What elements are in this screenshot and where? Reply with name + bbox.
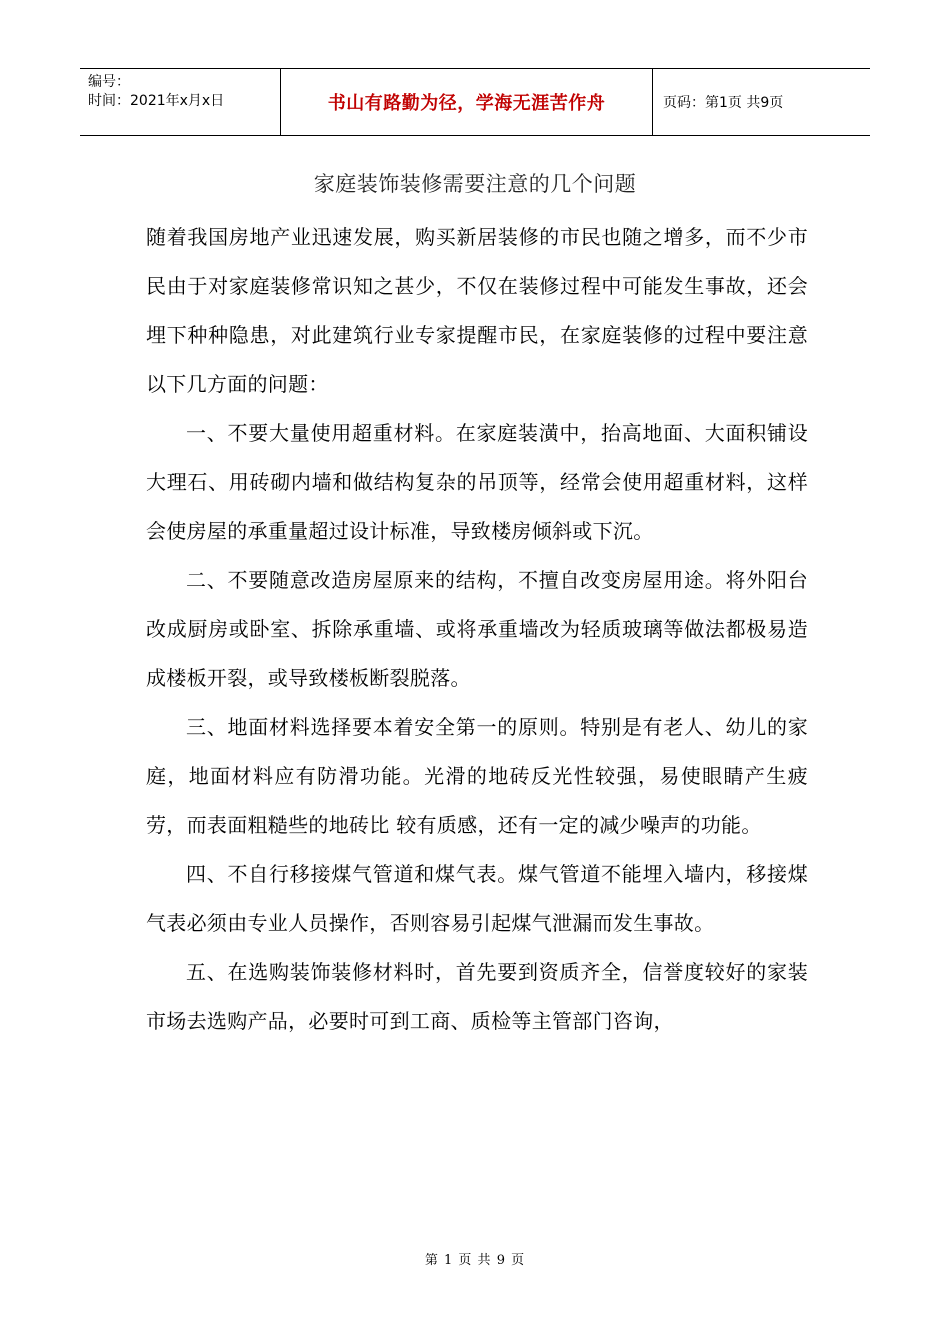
paragraph-1: 一、不要大量使用超重材料。在家庭装潢中，抬高地面、大面积铺设大理石、用砖砌内墙和做结构复杂的吊顶等，经常会使用超重材料，这样会使房屋的承重量超过设计标准，导致楼房倾斜或下沉。	[146, 421, 808, 543]
page-footer: 第 1 页 共 9 页	[424, 1253, 526, 1268]
document-title: 家庭装饰装修需要注意的几个问题	[313, 172, 637, 196]
document-date-label: 时间：2021年x月x日	[88, 93, 225, 109]
paragraph-2: 二、不要随意改造房屋原来的结构，不擅自改变房屋用途。将外阳台改成厨房或卧室、拆除承重墙、或将承重墙改为轻质玻璃等做法都极易造成楼板开裂，或导致楼板断裂脱落。	[146, 568, 808, 690]
paragraph-3: 三、地面材料选择要本着安全第一的原则。特别是有老人、幼儿的家庭，地面材料应有防滑功能。光滑的地砖反光性较强，易使眼睛产生疲劳，而表面粗糙些的地砖比 较有质感，还有一定的减少噪声的功能。	[146, 715, 808, 837]
document-body	[146, 213, 808, 1046]
paragraph-intro: 随着我国房地产业迅速发展，购买新居装修的市民也随之增多，而不少市民由于对家庭装修常识知之甚少，不仅在装修过程中可能发生事故，还会埋下种种隐患，对此建筑行业专家提醒市民，在家庭装修的过程中要注意以下几方面的问题：	[146, 225, 808, 396]
document-number-label: 编号：	[88, 74, 130, 90]
header-page-label: 页码：第1页 共9页	[663, 95, 784, 111]
paragraph-4: 四、不自行移接煤气管道和煤气表。煤气管道不能埋入墙内，移接煤气表必须由专业人员操作，否则容易引起煤气泄漏而发生事故。	[146, 862, 808, 935]
paragraph-5: 五、在选购装饰装修材料时，首先要到资质齐全，信誉度较好的家装市场去选购产品，必要时可到工商、质检等主管部门咨询，	[146, 960, 808, 1033]
header-motto-cell	[281, 69, 653, 135]
header-page-cell	[653, 69, 870, 135]
header-meta-cell	[80, 69, 281, 135]
header-motto: 书山有路勤为径，学海无涯苦作舟	[327, 93, 606, 114]
header-table	[80, 68, 870, 136]
